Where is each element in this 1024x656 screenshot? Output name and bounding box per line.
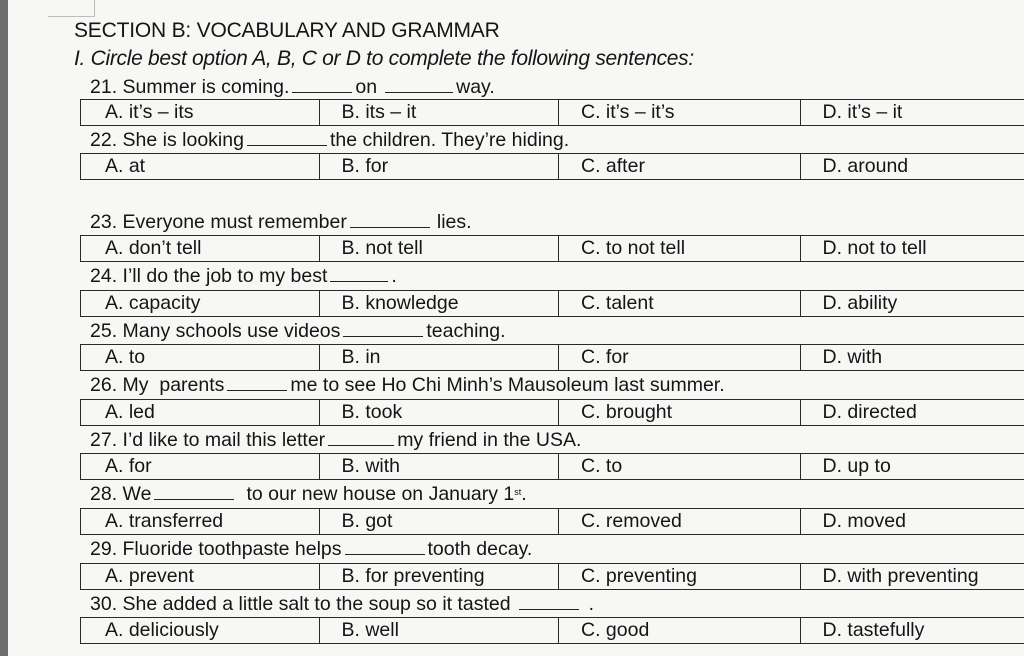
option-a[interactable]: A. led xyxy=(105,401,155,423)
instruction: I. Circle best option A, B, C or D to complete the following sentences: xyxy=(74,47,694,70)
option-a[interactable]: A. capacity xyxy=(105,292,201,314)
options-row-28 xyxy=(80,508,1024,535)
option-a[interactable]: A. it’s – its xyxy=(105,101,194,123)
option-d[interactable]: D. up to xyxy=(800,454,1024,479)
option-d[interactable]: D. ability xyxy=(800,291,1024,316)
options-row-23 xyxy=(80,235,1024,262)
option-b[interactable]: B. got xyxy=(319,509,559,534)
question-30: 30. She added a little salt to the soup so it tasted . xyxy=(90,593,595,615)
option-d[interactable]: D. tastefully xyxy=(800,618,1024,643)
answer-blank xyxy=(343,319,423,337)
option-b[interactable]: B. not tell xyxy=(319,236,559,261)
option-a[interactable]: A. don’t tell xyxy=(105,237,202,259)
options-row-26 xyxy=(80,399,1024,426)
question-28: 28. We to our new house on January 1st. xyxy=(90,483,527,505)
option-d[interactable]: D. with xyxy=(800,345,1024,370)
answer-blank xyxy=(227,373,287,391)
answer-blank xyxy=(345,537,425,555)
options-row-21 xyxy=(80,99,1024,126)
question-21: 21. Summer is coming. on way. xyxy=(90,76,495,98)
option-c[interactable]: C. brought xyxy=(558,400,800,425)
question-25: 25. Many schools use videos teaching. xyxy=(90,320,506,342)
option-a[interactable]: A. prevent xyxy=(105,565,194,587)
option-c[interactable]: C. to xyxy=(558,454,800,479)
ordinal-suffix: st xyxy=(514,487,522,497)
worksheet-page xyxy=(8,0,1024,656)
answer-blank xyxy=(292,75,352,93)
option-a[interactable]: A. at xyxy=(105,155,146,177)
answer-blank xyxy=(247,128,327,146)
option-d[interactable]: D. it’s – it xyxy=(800,100,1024,125)
question-22: 22. She is looking the children. They’re hiding. xyxy=(90,129,570,151)
question-29: 29. Fluoride toothpaste helps tooth decay. xyxy=(90,538,533,560)
option-d[interactable]: D. directed xyxy=(800,400,1024,425)
answer-blank xyxy=(328,428,394,446)
option-d[interactable]: D. around xyxy=(800,154,1024,179)
option-b[interactable]: B. well xyxy=(319,618,559,643)
answer-blank xyxy=(154,482,234,500)
question-24: 24. I’ll do the job to my best . xyxy=(90,265,397,287)
option-d[interactable]: D. with preventing xyxy=(800,564,1024,589)
option-b[interactable]: B. its – it xyxy=(319,100,559,125)
options-row-22 xyxy=(80,153,1024,180)
option-a[interactable]: A. for xyxy=(105,455,152,477)
question-26: 26. My parents me to see Ho Chi Minh’s Mausoleum last summer. xyxy=(90,374,725,396)
answer-blank xyxy=(519,592,579,610)
options-row-24 xyxy=(80,290,1024,317)
question-27: 27. I’d like to mail this letter my friend in the USA. xyxy=(90,429,582,451)
option-b[interactable]: B. knowledge xyxy=(319,291,559,316)
option-c[interactable]: C. to not tell xyxy=(558,236,800,261)
option-a[interactable]: A. transferred xyxy=(105,510,224,532)
option-c[interactable]: C. talent xyxy=(558,291,800,316)
option-c[interactable]: C. removed xyxy=(558,509,800,534)
option-b[interactable]: B. for xyxy=(319,154,559,179)
answer-blank xyxy=(350,210,430,228)
question-23: 23. Everyone must remember lies. xyxy=(90,211,472,233)
option-b[interactable]: B. with xyxy=(319,454,559,479)
option-c[interactable]: C. it’s – it’s xyxy=(558,100,800,125)
option-c[interactable]: C. preventing xyxy=(558,564,800,589)
answer-blank xyxy=(385,75,453,93)
option-b[interactable]: B. for preventing xyxy=(319,564,559,589)
answer-blank xyxy=(330,264,388,282)
page-corner-mark xyxy=(48,0,95,17)
option-c[interactable]: C. for xyxy=(558,345,800,370)
option-b[interactable]: B. took xyxy=(319,400,559,425)
options-row-30 xyxy=(80,617,1024,644)
options-row-27 xyxy=(80,453,1024,480)
option-c[interactable]: C. good xyxy=(558,618,800,643)
option-a[interactable]: A. deliciously xyxy=(105,619,219,641)
option-b[interactable]: B. in xyxy=(319,345,559,370)
option-c[interactable]: C. after xyxy=(558,154,800,179)
option-a[interactable]: A. to xyxy=(105,346,146,368)
option-d[interactable]: D. moved xyxy=(800,509,1024,534)
options-row-25 xyxy=(80,344,1024,371)
options-row-29 xyxy=(80,563,1024,590)
option-d[interactable]: D. not to tell xyxy=(800,236,1024,261)
section-title: SECTION B: VOCABULARY AND GRAMMAR xyxy=(74,19,500,42)
